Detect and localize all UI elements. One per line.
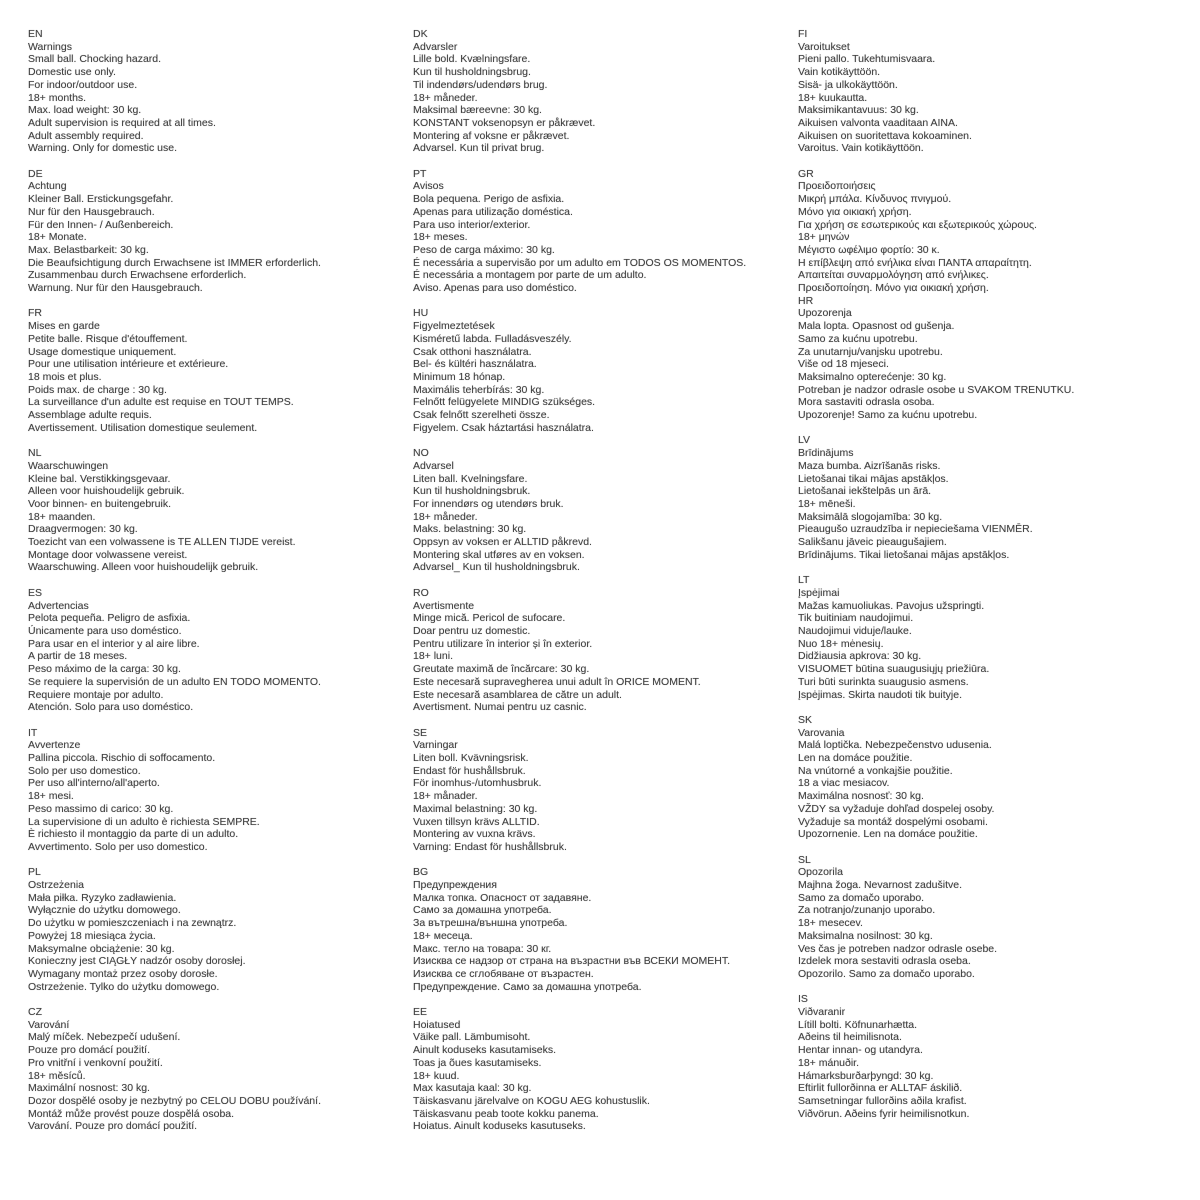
warning-line: Kleine bal. Verstikkingsgevaar. xyxy=(28,472,171,485)
warning-line: Varovania xyxy=(798,726,845,739)
warning-section-ro xyxy=(413,587,791,714)
warning-line: Figyelmeztetések xyxy=(413,320,495,333)
warning-line: Само за домашна употреба. xyxy=(413,904,552,917)
warning-line: Vyžaduje sa montáž dospelými osobami. xyxy=(798,815,988,828)
warning-line: La surveillance d'un adulte est requise en TOUT TEMPS. xyxy=(28,396,294,409)
warning-line: Advarsler xyxy=(413,40,458,53)
warning-line: Ves čas je potreben nadzor odrasle osebe. xyxy=(798,942,998,955)
language-code-ee: EE xyxy=(413,1006,428,1019)
warning-line: Advarsel xyxy=(413,459,454,472)
warning-line: 18+ måneder. xyxy=(413,91,478,104)
warning-line: Μόνο για οικιακή χρήση. xyxy=(798,205,912,218)
warning-line: VISUOMET būtina suaugusiųjų priežiūra. xyxy=(798,663,990,676)
warning-line: Bel- és kültéri használatra. xyxy=(413,358,537,371)
warning-line: 18 a viac mesiacov. xyxy=(798,777,890,790)
warning-line: Avisos xyxy=(413,180,444,193)
warning-line: Изисква се сглобяване от възрастен. xyxy=(413,967,594,980)
warning-line: Ostrzeżenie. Tylko do użytku domowego. xyxy=(28,980,220,993)
warning-line: 18+ mēneši. xyxy=(798,497,856,510)
warning-line: Für den Innen- / Außenbereich. xyxy=(28,218,174,231)
warning-line: 18+ months. xyxy=(28,91,87,104)
language-code-fi: FI xyxy=(798,28,808,40)
warning-line: Do użytku w pomieszczeniach i na zewnątrz. xyxy=(28,917,237,930)
warning-line: Μικρή μπάλα. Κίνδυνος πνιγμού. xyxy=(798,193,952,206)
warning-line: Max. Belastbarkeit: 30 kg. xyxy=(28,243,149,256)
warning-line: Varování. Pouze pro domácí použití. xyxy=(28,1120,198,1133)
warning-line: Lietošanai tikai mājas apstākļos. xyxy=(798,472,949,485)
language-code-nl: NL xyxy=(28,447,42,460)
warning-line: Η επίβλεψη από ενήλικα είναι ΠΑΝΤΑ απαραίτητη. xyxy=(798,256,1032,269)
warning-section-hu xyxy=(413,307,791,434)
warning-line: Lille bold. Kvælningsfare. xyxy=(413,53,531,66)
warning-line: Maximální nosnost: 30 kg. xyxy=(28,1082,150,1095)
warning-line: 18 mois et plus. xyxy=(28,370,102,383)
warning-line: Maza bumba. Aizrīšanās risks. xyxy=(798,459,941,472)
language-code-hr: HR xyxy=(798,294,814,307)
warning-line: Μέγιστο ωφέλιμο φορτίο: 30 κ. xyxy=(798,243,940,256)
language-code-ro: RO xyxy=(413,586,429,599)
warning-line: KONSTANT voksenopsyn er påkrævet. xyxy=(413,116,596,129)
warning-line: Maximális teherbírás: 30 kg. xyxy=(413,383,545,396)
warning-section-en xyxy=(28,28,406,155)
warning-line: Liten boll. Kvävningsrisk. xyxy=(413,752,529,764)
warning-line: Únicamente para uso doméstico. xyxy=(28,624,182,637)
warning-line: Atención. Solo para uso doméstico. xyxy=(28,701,194,714)
warning-line: Izdelek mora sestaviti odrasla oseba. xyxy=(798,955,971,968)
warning-line: Varoitukset xyxy=(798,40,850,53)
warning-line: Draagvermogen: 30 kg. xyxy=(28,523,138,536)
warning-line: Tik buitiniam naudojimui. xyxy=(798,612,914,625)
warning-line: Este necesară asamblarea de către un adult. xyxy=(413,688,622,701)
warning-line: Majhna žoga. Nevarnost zadušitve. xyxy=(798,879,963,892)
warning-line: Avertismente xyxy=(413,599,475,612)
language-code-de: DE xyxy=(28,167,43,180)
language-code-lv: LV xyxy=(798,434,811,447)
warning-line: Greutate maximă de încărcare: 30 kg. xyxy=(413,663,590,676)
warning-line: Assemblage adulte requis. xyxy=(28,409,152,422)
warning-line: È richiesto il montaggio da parte di un adulto. xyxy=(28,828,239,841)
warning-section-pt xyxy=(413,168,791,295)
warning-line: Toas ja õues kasutamiseks. xyxy=(413,1056,542,1069)
warning-line: Wyłącznie do użytku domowego. xyxy=(28,904,181,917)
warning-section-nl xyxy=(28,447,406,574)
warning-section-fr xyxy=(28,307,406,434)
warning-line: Waarschuwing. Alleen voor huishoudelijk gebruik. xyxy=(28,561,259,574)
language-code-it: IT xyxy=(28,726,38,739)
warning-line: Na vnútorné a vonkajšie použitie. xyxy=(798,764,953,777)
warning-line: Više od 18 mjeseci. xyxy=(798,358,889,371)
warning-line: É necessária a supervisão por um adulto em TODOS OS MOMENTOS. xyxy=(413,256,747,269)
warning-line: Upozorenja xyxy=(798,307,852,320)
warning-line: Didžiausia apkrova: 30 kg. xyxy=(798,650,922,663)
warning-line: Csak felnőtt szerelheti össze. xyxy=(413,409,550,422)
warning-line: Domestic use only. xyxy=(28,66,116,79)
warning-line: VŽDY sa vyžaduje dohľad dospelej osoby. xyxy=(798,802,995,815)
warning-line: Täiskasvanu järelvalve on KOGU AEG kohustuslik. xyxy=(413,1094,650,1107)
column-1 xyxy=(28,28,406,1146)
warning-line: Ostrzeżenia xyxy=(28,879,85,892)
warning-line: Изисква се надзор от страна на възрастни във ВСЕКИ МОМЕНТ. xyxy=(413,955,730,968)
warning-section-lt xyxy=(798,574,1176,701)
warning-line: Brīdinājums. Tikai lietošanai mājas apstākļos. xyxy=(798,548,1010,561)
warning-line: Peso máximo de la carga: 30 kg. xyxy=(28,663,181,676)
warning-section-hr xyxy=(798,295,1176,422)
warning-line: За вътрешна/външна употреба. xyxy=(413,917,568,930)
warning-line: Wymagany montaż przez osoby dorosłe. xyxy=(28,967,218,980)
warning-line: Mała piłka. Ryzyko zadławienia. xyxy=(28,891,177,904)
warning-line: For innendørs og utendørs bruk. xyxy=(413,497,564,510)
warning-line: 18+ Monate. xyxy=(28,231,87,244)
warning-section-de xyxy=(28,168,406,295)
warning-line: Waarschuwingen xyxy=(28,459,109,472)
warning-section-is xyxy=(798,993,1176,1120)
warning-line: Aikuisen on suoritettava kokoaminen. xyxy=(798,129,972,142)
language-code-dk: DK xyxy=(413,28,428,40)
warning-line: Upozornenie. Len na domáce použitie. xyxy=(798,828,978,841)
warning-line: Figyelem. Csak háztartási használatra. xyxy=(413,421,594,434)
warning-line: Avertisment. Numai pentru uz casnic. xyxy=(413,701,587,714)
warning-line: 18+ mesi. xyxy=(28,790,74,803)
warning-line: Za notranjo/zunanjo uporabo. xyxy=(798,904,936,917)
warning-line: Maximal belastning: 30 kg. xyxy=(413,802,538,815)
warning-line: Peso de carga máximo: 30 kg. xyxy=(413,243,555,256)
warning-section-it xyxy=(28,727,406,854)
warning-line: Toezicht van een volwassene is TE ALLEN TIJDE vereist. xyxy=(28,536,296,549)
language-code-en: EN xyxy=(28,28,43,40)
warning-line: Samsetningar fullorðins aðila krafist. xyxy=(798,1094,967,1107)
warning-line: Petite balle. Risque d'étouffement. xyxy=(28,332,188,345)
warning-line: Warnung. Nur für den Hausgebrauch. xyxy=(28,282,203,295)
warning-line: Aikuisen valvonta vaaditaan AINA. xyxy=(798,116,958,129)
warning-line: Varningar xyxy=(413,739,458,752)
warning-line: Advarsel. Kun til privat brug. xyxy=(413,142,545,155)
warning-line: Nuo 18+ mėnesių. xyxy=(798,637,884,650)
warning-line: Solo per uso domestico. xyxy=(28,764,141,777)
warning-line: Este necesară supravegherea unui adult în ORICE MOMENT. xyxy=(413,675,701,688)
warning-section-bg xyxy=(413,866,791,993)
warning-line: 18+ kuud. xyxy=(413,1069,460,1082)
warning-line: 18+ μηνών xyxy=(798,231,850,244)
warning-line: 18+ месеца. xyxy=(413,929,473,942)
warning-line: Pour une utilisation intérieure et extérieure. xyxy=(28,358,229,371)
warning-line: Powyżej 18 miesiąca życia. xyxy=(28,929,156,942)
warning-line: Liten ball. Kvelningsfare. xyxy=(413,472,528,485)
warning-line: Maksimal bæreevne: 30 kg. xyxy=(413,104,542,117)
warning-line: Предупреждение. Само за домашна употреба. xyxy=(413,980,642,993)
warning-line: Απαιτείται συναρμολόγηση από ενήλικες. xyxy=(798,269,989,282)
warning-line: Samo za domačo uporabo. xyxy=(798,891,925,904)
language-code-se: SE xyxy=(413,726,428,739)
warning-line: For indoor/outdoor use. xyxy=(28,78,138,91)
warning-line: Viðvörun. Aðeins fyrir heimilisnotkun. xyxy=(798,1107,970,1120)
warning-line: Adult assembly required. xyxy=(28,129,144,142)
warning-line: 18+ luni. xyxy=(413,650,453,663)
warning-line: Hoiatused xyxy=(413,1018,461,1031)
language-code-no: NO xyxy=(413,447,429,460)
warning-section-no xyxy=(413,447,791,574)
warning-line: 18+ kuukautta. xyxy=(798,91,868,104)
warning-line: Maksimālā slogojamība: 30 kg. xyxy=(798,510,943,523)
warning-line: Avvertimento. Solo per uso domestico. xyxy=(28,840,208,853)
warning-line: Minge mică. Pericol de sufocare. xyxy=(413,612,566,625)
warning-line: Salikšanu jāveic pieaugušajiem. xyxy=(798,536,947,549)
warning-line: Oppsyn av voksen er ALLTID påkrevd. xyxy=(413,536,592,549)
warning-line: Προειδοποίηση. Μόνο για οικιακή χρήση. xyxy=(798,282,989,295)
language-code-hu: HU xyxy=(413,307,429,320)
warning-line: Kleiner Ball. Erstickungsgefahr. xyxy=(28,193,174,206)
warning-line: Pelota pequeña. Peligro de asfixia. xyxy=(28,612,191,625)
warning-line: 18+ mánuðir. xyxy=(798,1056,860,1069)
warning-line: Apenas para utilização doméstica. xyxy=(413,205,573,218)
warning-section-lv xyxy=(798,434,1176,561)
language-code-cz: CZ xyxy=(28,1006,42,1019)
warning-section-se xyxy=(413,727,791,854)
warning-line: Opozorilo. Samo za domačo uporabo. xyxy=(798,967,975,980)
warning-section-sl xyxy=(798,854,1176,981)
warning-section-fi xyxy=(798,28,1176,155)
warning-line: Die Beaufsichtigung durch Erwachsene ist IMMER erforderlich. xyxy=(28,256,321,269)
warning-line: Requiere montaje por adulto. xyxy=(28,688,164,701)
warning-line: Advertencias xyxy=(28,599,89,612)
warning-line: Para uso interior/exterior. xyxy=(413,218,531,231)
language-code-sk: SK xyxy=(798,713,813,726)
language-code-pl: PL xyxy=(28,866,41,879)
warning-line: Hoiatus. Ainult koduseks kasutuseks. xyxy=(413,1120,586,1133)
warning-line: Bola pequena. Perigo de asfixia. xyxy=(413,193,565,206)
warning-line: Per uso all'interno/all'aperto. xyxy=(28,777,160,790)
warning-line: Vuxen tillsyn krävs ALLTID. xyxy=(413,815,540,828)
warning-line: Advarsel_ Kun til husholdningsbruk. xyxy=(413,561,580,574)
warning-line: Montering av vuxna krävs. xyxy=(413,828,536,841)
warning-line: Konieczny jest CIĄGŁY nadzór osoby dorosłej. xyxy=(28,955,246,968)
warning-line: Len na domáce použitie. xyxy=(798,752,913,765)
warning-line: Avertissement. Utilisation domestique seulement. xyxy=(28,421,258,434)
warning-line: Montage door volwassene vereist. xyxy=(28,548,188,561)
warning-line: Til indendørs/udendørs brug. xyxy=(413,78,548,91)
warning-line: Za unutarnju/vanjsku upotrebu. xyxy=(798,345,943,358)
warning-line: Sisä- ja ulkokäyttöön. xyxy=(798,78,898,91)
warning-line: Varning: Endast för hushållsbruk. xyxy=(413,840,567,853)
warning-line: Hámarksburðarþyngd: 30 kg. xyxy=(798,1069,934,1082)
warning-line: Kun til husholdningsbruk. xyxy=(413,485,531,498)
warning-section-pl xyxy=(28,866,406,993)
warning-line: Achtung xyxy=(28,180,67,193)
warning-line: Poids max. de charge : 30 kg. xyxy=(28,383,167,396)
warning-line: Hentar innan- og utandyra. xyxy=(798,1044,923,1057)
warning-section-sk xyxy=(798,714,1176,841)
warning-line: Peso massimo di carico: 30 kg. xyxy=(28,802,174,815)
warning-line: Varování xyxy=(28,1018,70,1031)
warning-line: Maksimalna nosilnost: 30 kg. xyxy=(798,929,933,942)
warning-line: Montering af voksne er påkrævet. xyxy=(413,129,570,142)
warning-line: Täiskasvanu peab toote kokku panema. xyxy=(413,1107,599,1120)
warning-line: Usage domestique uniquement. xyxy=(28,345,177,358)
warning-line: Aviso. Apenas para uso doméstico. xyxy=(413,282,577,295)
warning-line: Small ball. Chocking hazard. xyxy=(28,53,162,66)
warning-line: Endast för hushållsbruk. xyxy=(413,764,526,777)
warning-line: A partir de 18 meses. xyxy=(28,650,128,663)
warning-line: Προειδοποιήσεις xyxy=(798,180,876,193)
language-code-gr: GR xyxy=(798,167,814,180)
warning-line: Lítill bolti. Köfnunarhætta. xyxy=(798,1018,918,1031)
warning-line: 18+ meses. xyxy=(413,231,468,244)
warning-line: Voor binnen- en buitengebruik. xyxy=(28,497,172,510)
warning-line: Mala lopta. Opasnost od gušenja. xyxy=(798,320,955,333)
warning-line: Mažas kamuoliukas. Pavojus užspringti. xyxy=(798,599,985,612)
warning-line: Opozorila xyxy=(798,866,843,879)
warning-line: Montering skal utføres av en voksen. xyxy=(413,548,585,561)
warning-line: Lietošanai iekštelpās un ārā. xyxy=(798,485,932,498)
warning-line: För inomhus-/utomhusbruk. xyxy=(413,777,542,790)
warning-line: Warning. Only for domestic use. xyxy=(28,142,177,155)
warning-line: Mises en garde xyxy=(28,320,100,333)
warning-line: Pro vnitřní i venkovní použití. xyxy=(28,1056,163,1069)
warning-line: Предупреждения xyxy=(413,879,497,892)
column-2 xyxy=(413,28,791,1146)
warning-line: Pieaugušo uzraudzība ir nepieciešama VIENMĒR. xyxy=(798,523,1033,536)
language-code-is: IS xyxy=(798,993,808,1006)
warning-line: Dozor dospělé osoby je nezbytný po CELOU DOBU používání. xyxy=(28,1094,321,1107)
warning-line: Kisméretű labda. Fulladásveszély. xyxy=(413,332,572,345)
warning-line: Doar pentru uz domestic. xyxy=(413,624,531,637)
warning-line: Naudojimui viduje/lauke. xyxy=(798,625,912,637)
warning-section-es xyxy=(28,587,406,714)
language-code-lt: LT xyxy=(798,574,810,587)
warning-line: Turi būti surinkta suaugusio asmens. xyxy=(798,675,969,688)
warning-line: Για χρήση σε εσωτερικούς και εξωτερικούς χώρους. xyxy=(798,218,1037,231)
warning-line: Įspėjimai xyxy=(798,586,840,599)
warning-line: Pallina piccola. Rischio di soffocamento. xyxy=(28,752,216,764)
warning-line: Felnőtt felügyelete MINDIG szükséges. xyxy=(413,396,596,409)
warning-line: Montáž může provést pouze dospělá osoba. xyxy=(28,1107,235,1120)
warning-line: 18+ měsíců. xyxy=(28,1069,86,1082)
warning-line: Potreban je nadzor odrasle osobe u SVAKOM TRENUTKU. xyxy=(798,383,1075,396)
warning-line: Väike pall. Lämbumisoht. xyxy=(413,1031,531,1044)
warning-line: Avvertenze xyxy=(28,739,81,752)
warning-line: 18+ månader. xyxy=(413,790,478,803)
warning-line: 18+ måneder. xyxy=(413,510,478,523)
warning-line: Maximálna nosnosť: 30 kg. xyxy=(798,790,924,803)
warning-line: Csak otthoni használatra. xyxy=(413,345,532,358)
warning-line: Varoitus. Vain kotikäyttöön. xyxy=(798,142,924,155)
warning-line: Zusammenbau durch Erwachsene erforderlich. xyxy=(28,269,247,282)
warning-line: Minimum 18 hónap. xyxy=(413,370,506,383)
warning-line: Ainult koduseks kasutamiseks. xyxy=(413,1044,556,1057)
warning-section-gr xyxy=(798,168,1176,295)
warning-line: Įspėjimas. Skirta naudoti tik buityje. xyxy=(798,688,962,701)
warning-line: Alleen voor huishoudelijk gebruik. xyxy=(28,485,185,498)
warning-line: Pentru utilizare în interior și în exterior. xyxy=(413,637,593,650)
warning-line: Viðvaranir xyxy=(798,1006,846,1019)
warning-line: Adult supervision is required at all times. xyxy=(28,116,216,129)
warning-line: Aðeins til heimilisnota. xyxy=(798,1031,902,1044)
warning-line: Малка топка. Опасност от задавяне. xyxy=(413,891,592,904)
warning-line: 18+ mesecev. xyxy=(798,917,863,930)
warning-section-ee xyxy=(413,1006,791,1133)
warning-line: Upozorenje! Samo za kućnu upotrebu. xyxy=(798,409,978,422)
warning-line: Malý míček. Nebezpečí udušení. xyxy=(28,1031,181,1044)
warning-line: Pouze pro domácí použití. xyxy=(28,1044,150,1057)
warning-line: Nur für den Hausgebrauch. xyxy=(28,205,155,218)
language-code-es: ES xyxy=(28,586,43,599)
warning-line: Se requiere la supervisión de un adulto EN TODO MOMENTO. xyxy=(28,675,321,688)
warning-line: Warnings xyxy=(28,40,72,53)
warning-line: Malá loptička. Nebezpečenstvo udusenia. xyxy=(798,739,992,752)
warning-line: Maksimikantavuus: 30 kg. xyxy=(798,104,919,117)
warning-line: É necessária a montagem por parte de um adulto. xyxy=(413,269,647,282)
language-code-bg: BG xyxy=(413,866,429,879)
warning-line: Brīdinājums xyxy=(798,447,854,460)
warning-line: Макс. тегло на товара: 30 кг. xyxy=(413,942,552,955)
warning-line: Vain kotikäyttöön. xyxy=(798,66,881,79)
warning-line: Samo za kućnu upotrebu. xyxy=(798,332,918,345)
warning-line: Para usar en el interior y al aire libre. xyxy=(28,637,200,650)
warning-line: Max kasutaja kaal: 30 kg. xyxy=(413,1082,532,1095)
warning-line: Maksymalne obciążenie: 30 kg. xyxy=(28,942,175,955)
warning-section-dk xyxy=(413,28,791,155)
warning-line: Pieni pallo. Tukehtumisvaara. xyxy=(798,53,936,66)
column-3 xyxy=(798,28,1176,1133)
warning-line: Maks. belastning: 30 kg. xyxy=(413,523,527,536)
warning-line: 18+ maanden. xyxy=(28,510,96,523)
warning-line: Kun til husholdningsbrug. xyxy=(413,66,531,79)
language-code-fr: FR xyxy=(28,307,42,320)
language-code-pt: PT xyxy=(413,167,427,180)
warning-line: La supervisione di un adulto è richiesta SEMPRE. xyxy=(28,815,260,828)
warning-line: Eftirlit fullorðinna er ALLTAF áskilið. xyxy=(798,1082,963,1095)
warning-line: Max. load weight: 30 kg. xyxy=(28,104,142,117)
warning-section-cz xyxy=(28,1006,406,1133)
warning-line: Maksimalno opterećenje: 30 kg. xyxy=(798,370,947,383)
language-code-sl: SL xyxy=(798,853,811,866)
warning-line: Mora sastaviti odrasla osoba. xyxy=(798,396,935,409)
